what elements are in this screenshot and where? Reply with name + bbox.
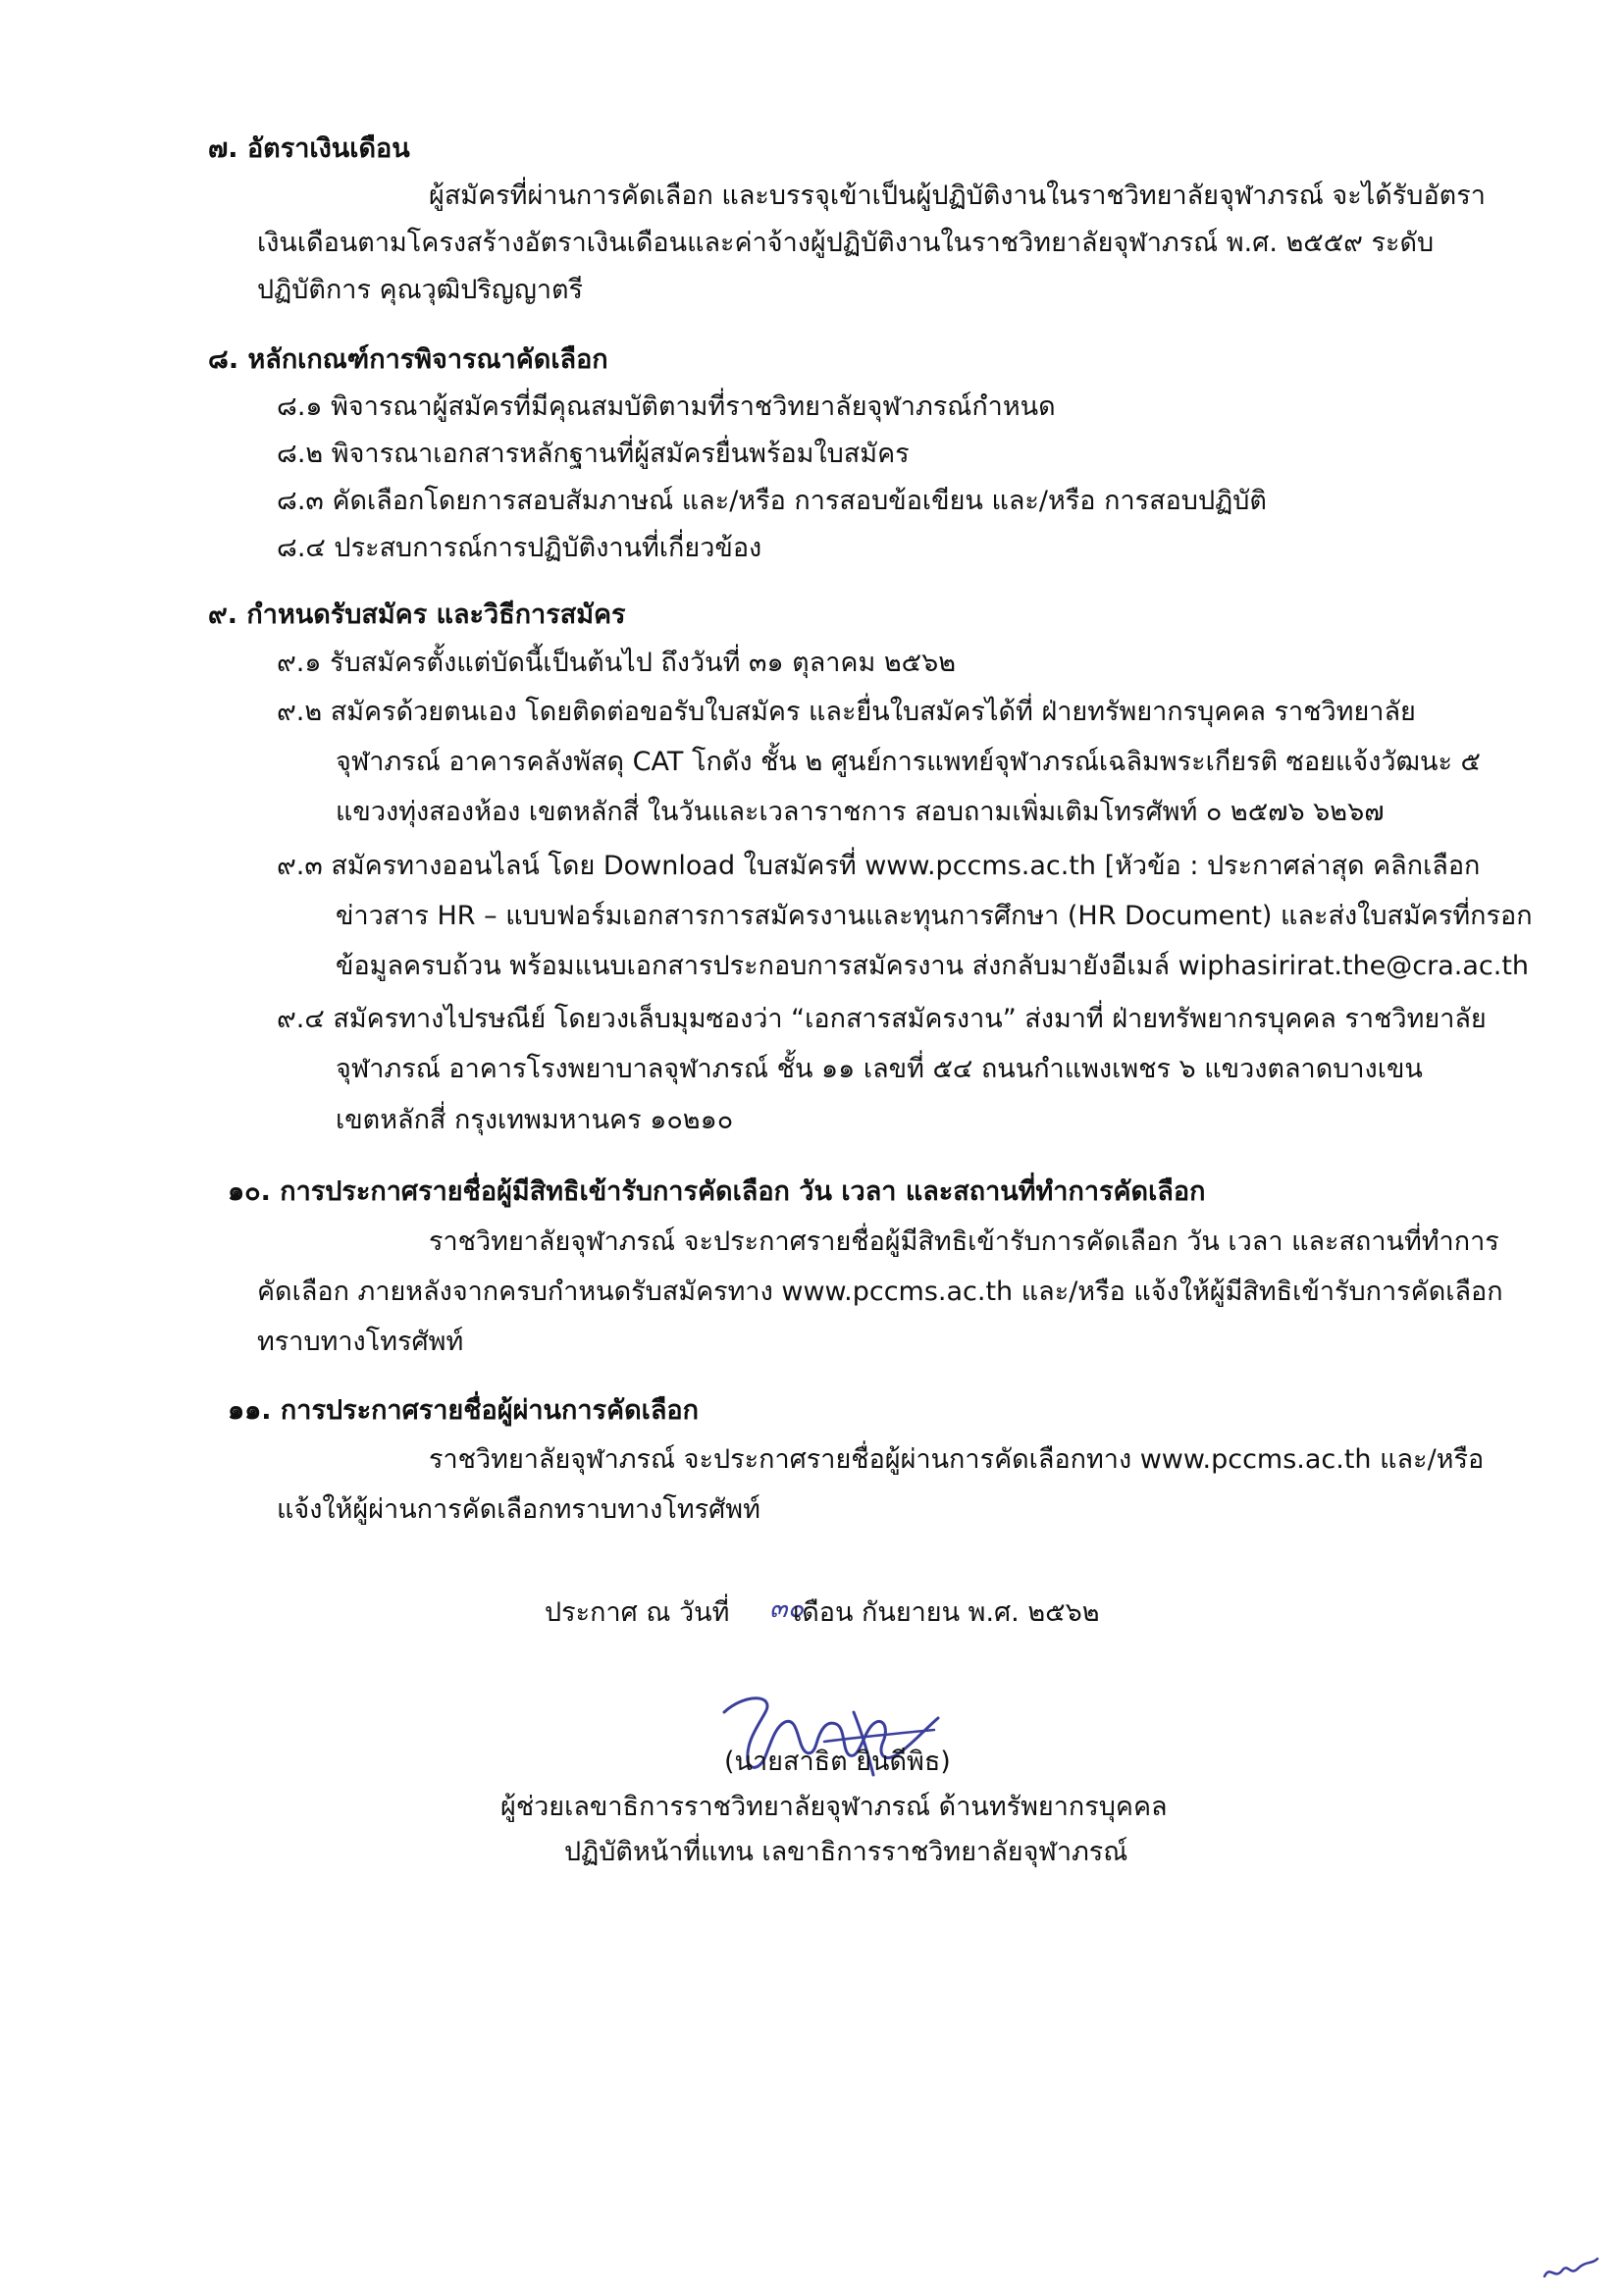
section-11-heading: ๑๑. การประกาศรายชื่อผู้ผ่านการคัดเลือก [228,1395,699,1426]
section-11-line-2: แจ้งให้ผู้ผ่านการคัดเลือกทราบทางโทรศัพท์ [277,1494,760,1525]
announcement-date-prefix: ประกาศ ณ วันที่ [545,1597,730,1628]
section-9-item-4-line-2: จุฬาภรณ์ อาคารโรงพยาบาลจุฬาภรณ์ ชั้น ๑๑ เลขที่ ๕๔ ถนนกำแพงเพชร ๖ แขวงตลาดบางเขน [336,1054,1423,1084]
section-7-line-1: ผู้สมัครที่ผ่านการคัดเลือก และบรรจุเข้าเป็นผู้ปฏิบัติงานในราชวิทยาลัยจุฬาภรณ์ จะได้รับอัตรา [429,181,1486,211]
section-7-line-2: เงินเดือนตามโครงสร้างอัตราเงินเดือนและค่าจ้างผู้ปฏิบัติงานในราชวิทยาลัยจุฬาภรณ์ พ.ศ. ๒๕๕๙ ระดับ [257,228,1435,258]
section-7-heading: ๗. อัตราเงินเดือน [208,133,410,164]
section-8-item-1: ๘.๑ พิจารณาผู้สมัครที่มีคุณสมบัติตามที่ราชวิทยาลัยจุฬาภรณ์กำหนด [277,391,1056,422]
section-9-item-3-line-1: ๙.๓ สมัครทางออนไลน์ โดย Download ใบสมัครที่ www.pccms.ac.th [หัวข้อ : ประกาศล่าสุด คลิกเลือก [277,851,1481,881]
section-8-item-4: ๘.๔ ประสบการณ์การปฏิบัติงานที่เกี่ยวข้อง [277,533,762,563]
section-9-item-4-line-1: ๙.๔ สมัครทางไปรษณีย์ โดยวงเล็บมุมซองว่า “เอกสารสมัครงาน” ส่งมาที่ ฝ่ายทรัพยากรบุคคล ราชวิทยาลัย [277,1004,1487,1034]
section-8-item-2: ๘.๒ พิจารณาเอกสารหลักฐานที่ผู้สมัครยื่นพร้อมใบสมัคร [277,439,910,469]
section-8-heading: ๘. หลักเกณฑ์การพิจารณาคัดเลือก [208,344,608,375]
section-9-item-4-line-3: เขตหลักสี่ กรุงเทพมหานคร ๑๐๒๑๐ [336,1105,734,1135]
section-9-item-3-line-3: ข้อมูลครบถ้วน พร้อมแนบเอกสารประกอบการสมัครงาน ส่งกลับมายังอีเมล์ wiphasirirat.the@cra.ac.th [336,951,1530,981]
section-9-item-1: ๙.๑ รับสมัครตั้งแต่บัดนี้เป็นต้นไป ถึงวันที่ ๓๑ ตุลาคม ๒๕๖๒ [277,648,957,678]
section-9-item-3-line-2: ข่าวสาร HR – แบบฟอร์มเอกสารการสมัครงานและทุนการศึกษา (HR Document) และส่งใบสมัครที่กรอก [336,901,1533,931]
section-10-heading: ๑๐. การประกาศรายชื่อผู้มีสิทธิเข้ารับการคัดเลือก วัน เวลา และสถานที่ทำการคัดเลือก [228,1176,1206,1207]
initial-mark-icon [1541,2247,1599,2286]
section-10-line-2: คัดเลือก ภายหลังจากครบกำหนดรับสมัครทาง www.pccms.ac.th และ/หรือ แจ้งให้ผู้มีสิทธิเข้ารับการคัดเลือก [257,1277,1503,1307]
signatory-name: (นายสาธิต ยินดีพิธ) [724,1747,951,1777]
section-9-item-2-line-1: ๙.๒ สมัครด้วยตนเอง โดยติดต่อขอรับใบสมัคร และยื่นใบสมัครได้ที่ ฝ่ายทรัพยากรบุคคล ราชวิทยาลัย [277,697,1416,727]
section-10-line-1: ราชวิทยาลัยจุฬาภรณ์ จะประกาศรายชื่อผู้มีสิทธิเข้ารับการคัดเลือก วัน เวลา และสถานที่ทำการ [429,1226,1499,1257]
section-9-heading: ๙. กำหนดรับสมัคร และวิธีการสมัคร [208,600,626,630]
announcement-date-day-handwritten: ๓๐ [769,1593,804,1624]
signatory-title-2: ปฏิบัติหน้าที่แทน เลขาธิการราชวิทยาลัยจุฬาภรณ์ [564,1837,1128,1867]
announcement-date-suffix: เดือน กันยายน พ.ศ. ๒๕๖๒ [793,1597,1100,1628]
section-9-item-2-line-3: แขวงทุ่งสองห้อง เขตหลักสี่ ในวันและเวลาราชการ สอบถามเพิ่มเติมโทรศัพท์ ๐ ๒๕๗๖ ๖๒๖๗ [336,797,1385,827]
signatory-title-1: ผู้ช่วยเลขาธิการราชวิทยาลัยจุฬาภรณ์ ด้านทรัพยากรบุคคล [500,1792,1168,1822]
section-8-item-3: ๘.๓ คัดเลือกโดยการสอบสัมภาษณ์ และ/หรือ การสอบข้อเขียน และ/หรือ การสอบปฏิบัติ [277,486,1267,516]
section-9-item-2-line-2: จุฬาภรณ์ อาคารคลังพัสดุ CAT โกดัง ชั้น ๒ ศูนย์การแพทย์จุฬาภรณ์เฉลิมพระเกียรติ ซอยแจ้งวัฒนะ ๕ [336,747,1481,777]
section-11-line-1: ราชวิทยาลัยจุฬาภรณ์ จะประกาศรายชื่อผู้ผ่านการคัดเลือกทาง www.pccms.ac.th และ/หรือ [429,1444,1485,1475]
section-7-line-3: ปฏิบัติการ คุณวุฒิปริญญาตรี [257,275,584,305]
section-10-line-3: ทราบทางโทรศัพท์ [257,1327,464,1357]
